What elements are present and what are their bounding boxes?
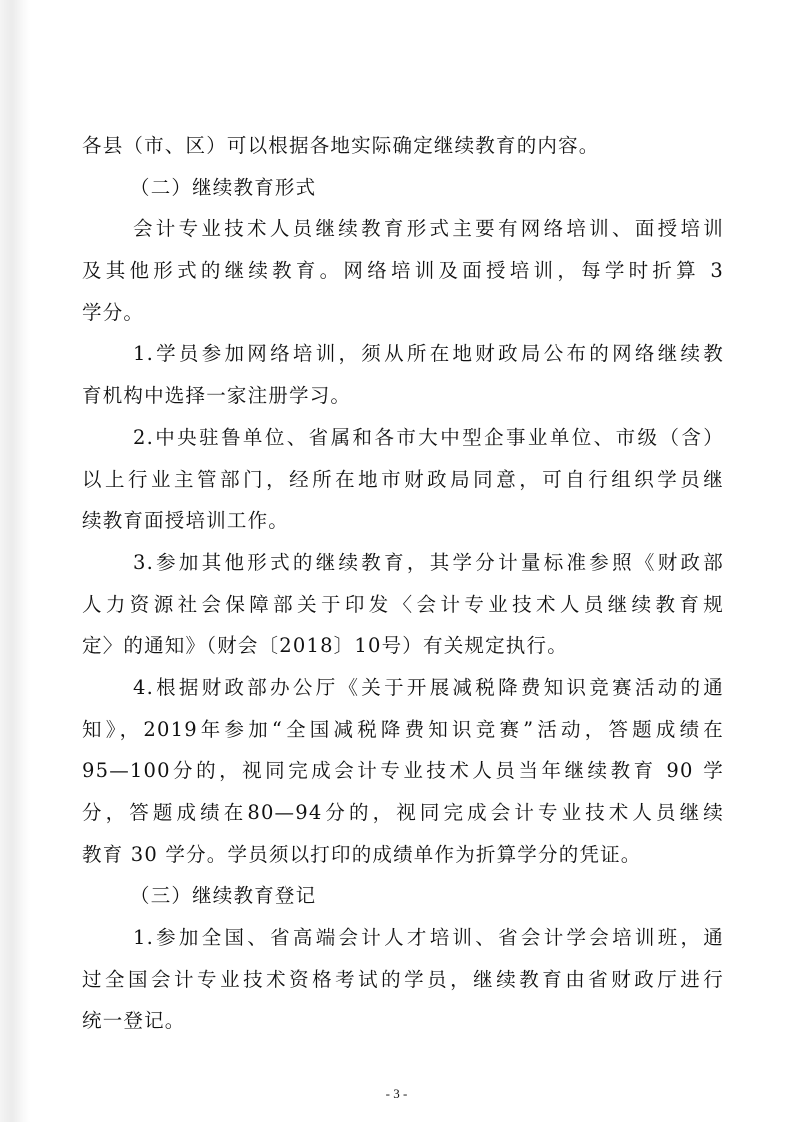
text-line: 育机构中选择一家注册学习。 xyxy=(82,384,352,408)
list-item-4-start: 4.根据财政部办公厅《关于开展减税降费知识竞赛活动的通 xyxy=(133,675,724,699)
list-item-3-start: 3.参加其他形式的继续教育，其学分计量标准参照《财政部 xyxy=(133,550,724,574)
text-line: 人力资源社会保障部关于印发〈会计专业技术人员继续教育规 xyxy=(82,592,724,616)
list-item-2-start: 2.中央驻鲁单位、省属和各市大中型企事业单位、市级（含） xyxy=(133,425,724,449)
section-heading-registration: （三）继续教育登记 xyxy=(130,884,317,908)
text-line: 统一登记。 xyxy=(82,1009,186,1033)
text-line: 以上行业主管部门，经所在地市财政局同意，可自行组织学员继 xyxy=(82,467,724,491)
text-line: 分，答题成绩在80—94分的，视同完成会计专业技术人员继续 xyxy=(82,801,724,824)
registration-item-1-start: 1.参加全国、省高端会计人才培训、省会计学会培训班，通 xyxy=(133,926,724,950)
text-line: 教育 30 学分。学员须以打印的成绩单作为折算学分的凭证。 xyxy=(82,842,642,866)
text-line: 知》，2019年参加“全国减税降费知识竞赛”活动，答题成绩在 xyxy=(82,717,724,741)
text-line: 及其他形式的继续教育。网络培训及面授培训，每学时折算 3 xyxy=(82,259,724,283)
text-line: 定〉的通知》（财会〔2018〕10号）有关规定执行。 xyxy=(82,634,568,658)
scan-edge-shadow xyxy=(0,0,30,1122)
text-line: 学分。 xyxy=(82,300,145,324)
list-item-1-start: 1.学员参加网络培训，须从所在地财政局公布的网络继续教 xyxy=(133,342,724,366)
text-line: 过全国会计专业技术资格考试的学员，继续教育由省财政厅进行 xyxy=(82,967,724,991)
paragraph-start: 会计专业技术人员继续教育形式主要有网络培训、面授培训 xyxy=(133,217,724,241)
text-line: 各县（市、区）可以根据各地实际确定继续教育的内容。 xyxy=(82,134,600,157)
document-body xyxy=(82,125,724,1042)
text-line: 续教育面授培训工作。 xyxy=(82,509,290,533)
section-heading-form: （二）继续教育形式 xyxy=(130,175,317,199)
text-line: 95—100分的，视同完成会计专业技术人员当年继续教育 90 学 xyxy=(82,759,724,783)
page-number: - 3 - xyxy=(385,1086,408,1101)
